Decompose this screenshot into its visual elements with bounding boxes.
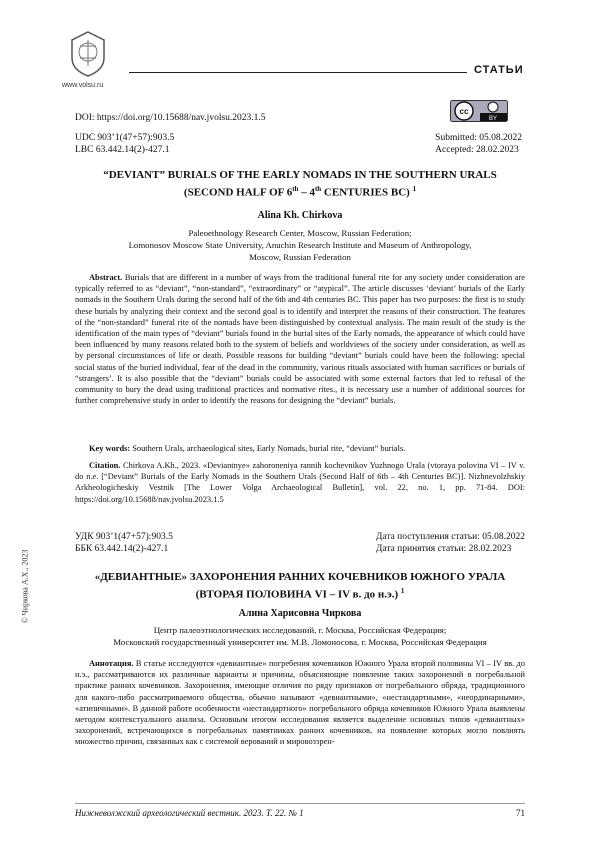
- cc-by-license-icon[interactable]: [450, 100, 508, 122]
- title-ru: «ДЕВИАНТНЫЕ» ЗАХОРОНЕНИЯ РАННИХ КОЧЕВНИКОВ ЮЖНОГО УРАЛА (ВТОРАЯ ПОЛОВИНА VI – IV в. до н.э.) $^1$: [94, 571, 506, 601]
- udc-en: UDC 903’1(47+57):903.5: [75, 133, 175, 143]
- header-rule: [129, 72, 467, 73]
- udc-ru: УДК 903’1(47+57):903.5: [75, 532, 173, 542]
- site-url[interactable]: www.volsu.ru: [62, 82, 104, 89]
- section-title: СТАТЬИ: [474, 64, 524, 76]
- abstract-ru: Аннотация. В статье исследуются «девиантные» погребения кочевников Южного Урала второй половины VI – IV вв. до н.э., рассматриваются их различные варианты и причины, объясняющие появление таких захоронений в погребальной практике ранних кочевников. Захоронения, имеющие отличия по ряду признаков от погребального обряда, традиционного для какого-либо рассматриваемого общества, обычно называют «девиантными», «нестандартными», «неординарными», «атипичными». В данной работе особенности «нестандартного» погребального обряда кочевников Южного Урала выявлены методом контекстуального анализа. Основным итогом исследования является выделение основных типов «девиантных» захоронений, встречающихся в погребальных памятниках ранних кочевников, на появление которых могло повлиять множество причин, связанных как с системой верований и мировоззрен-: [75, 659, 525, 747]
- affiliation-en: Paleoethnology Research Center, Moscow, Russian Federation; Lomonosov Moscow State University, Anuchin Research Institute and Museum of Anthropology, Moscow, Russian Federation: [128, 228, 472, 262]
- author-ru: Алина Харисовна Чиркова: [238, 608, 362, 619]
- by-text: BY: [488, 116, 498, 122]
- abstract-en: [75, 272, 525, 406]
- author-en: Alina Kh. Chirkova: [257, 210, 343, 221]
- abstract-en-label: Abstract.: [89, 273, 123, 282]
- footer-rule: [75, 803, 525, 804]
- cc-text: cc: [459, 107, 469, 116]
- title-en-line1: “DEVIANT” BURIALS OF THE EARLY NOMADS IN THE SOUTHERN URALS: [103, 169, 497, 181]
- university-logo-icon: [68, 30, 108, 78]
- footnote-mark: 1: [412, 185, 417, 193]
- abstract-en-text: Burials that are different in a number of ways from the traditional funeral rite for any society under consideration are typically referred to as “deviant”, “non-standard”, “extraordinary” or “atypical”. The article discusses ‘deviant’ burials of the Early nomads in the Southern Urals during the second half of the 6th and 4th centuries BC. This paper has two purposes: the first is to study these burials by analyzing their context and the second goal is to identify and interpret the reasons of their construction. The features of the “non-standard” funeral rite of the nomads have been distinguished by contextual analysis. The main result of the study is the identification of the main types of “deviant” burials found in the burial sites of the Early nomads, the appearance of which could have been influenced by many reasons related both to the system of beliefs and worldviews of the society under consideration, as well as by personal circumstances of life or death. Possible reasons for building “deviant” burials could have been the following: special social status of the buried individual, fear of the dead in the community, various rituals associated with human sacrifices or burials of “strangers’. It is also possible that the “deviant” burials could be associated with some external factors that led to refusal of the community to bury the dead using traditional practices and normative rites., it is necessary use a number of additional sources for further comprehensive study in order to identify the reasons for designing the “deviant” burials.: [75, 273, 526, 406]
- accepted-ru: Дата принятия статьи: 28.02.2023: [375, 544, 512, 554]
- title-en: [60, 168, 540, 200]
- submitted-en: Submitted: 05.08.2022: [435, 133, 522, 143]
- meta-ru-right: [376, 531, 525, 555]
- lbc-en: LBC 63.442.14(2)-427.1: [75, 145, 170, 155]
- copyright-vertical: © Чиркова А.Х., 2023: [20, 549, 30, 624]
- page-number: 71: [516, 808, 525, 818]
- journal-footer: Нижневолжский археологический вестник. 2023. Т. 22. № 1: [75, 808, 304, 818]
- meta-en-left: [75, 132, 174, 156]
- accepted-en: Accepted: 28.02.2023: [435, 145, 519, 155]
- submitted-ru: Дата поступления статьи: 05.08.2022: [375, 532, 525, 542]
- meta-ru-left: [75, 531, 173, 555]
- keywords-en: Key words: Southern Urals, archaeological sites, Early Nomads, burial rite, “deviant” burials.: [89, 444, 406, 453]
- title-en-line2: (SECOND HALF OF 6th – 4th CENTURIES BC) $^1$: [183, 185, 417, 199]
- lbc-ru: ББК 63.442.14(2)-427.1: [75, 544, 169, 554]
- doi-link[interactable]: DOI: https://doi.org/10.15688/nav.jvolsu.2023.1.5: [75, 113, 266, 123]
- citation-en: Citation. Chirkova A.Kh., 2023. «Deviantnye» zahoroneniya rannih kochevnikov Yuzhnogo Urala (vtoraya polovina VI – IV v. do n.e. [“Deviant” Burials of the Early Nomads in the Southern Urals (Second Half of 6th – 4th Centuries BC)]. Nizhnevolzhskiy Arkheologicheskiy Vestnik [The Lower Volga Archaeological Bulletin], vol. 22, no. 1, pp. 71-84. DOI: https://doi.org/10.15688/nav.jvolsu.2023.1.5: [75, 461, 525, 504]
- meta-en-right: [435, 132, 522, 156]
- affiliation-ru: Центр палеоэтнологических исследований, г. Москва, Российская Федерация; Московский государственный университет им. М.В. Ломоносова, г. Москва, Российская Федерация: [113, 625, 487, 647]
